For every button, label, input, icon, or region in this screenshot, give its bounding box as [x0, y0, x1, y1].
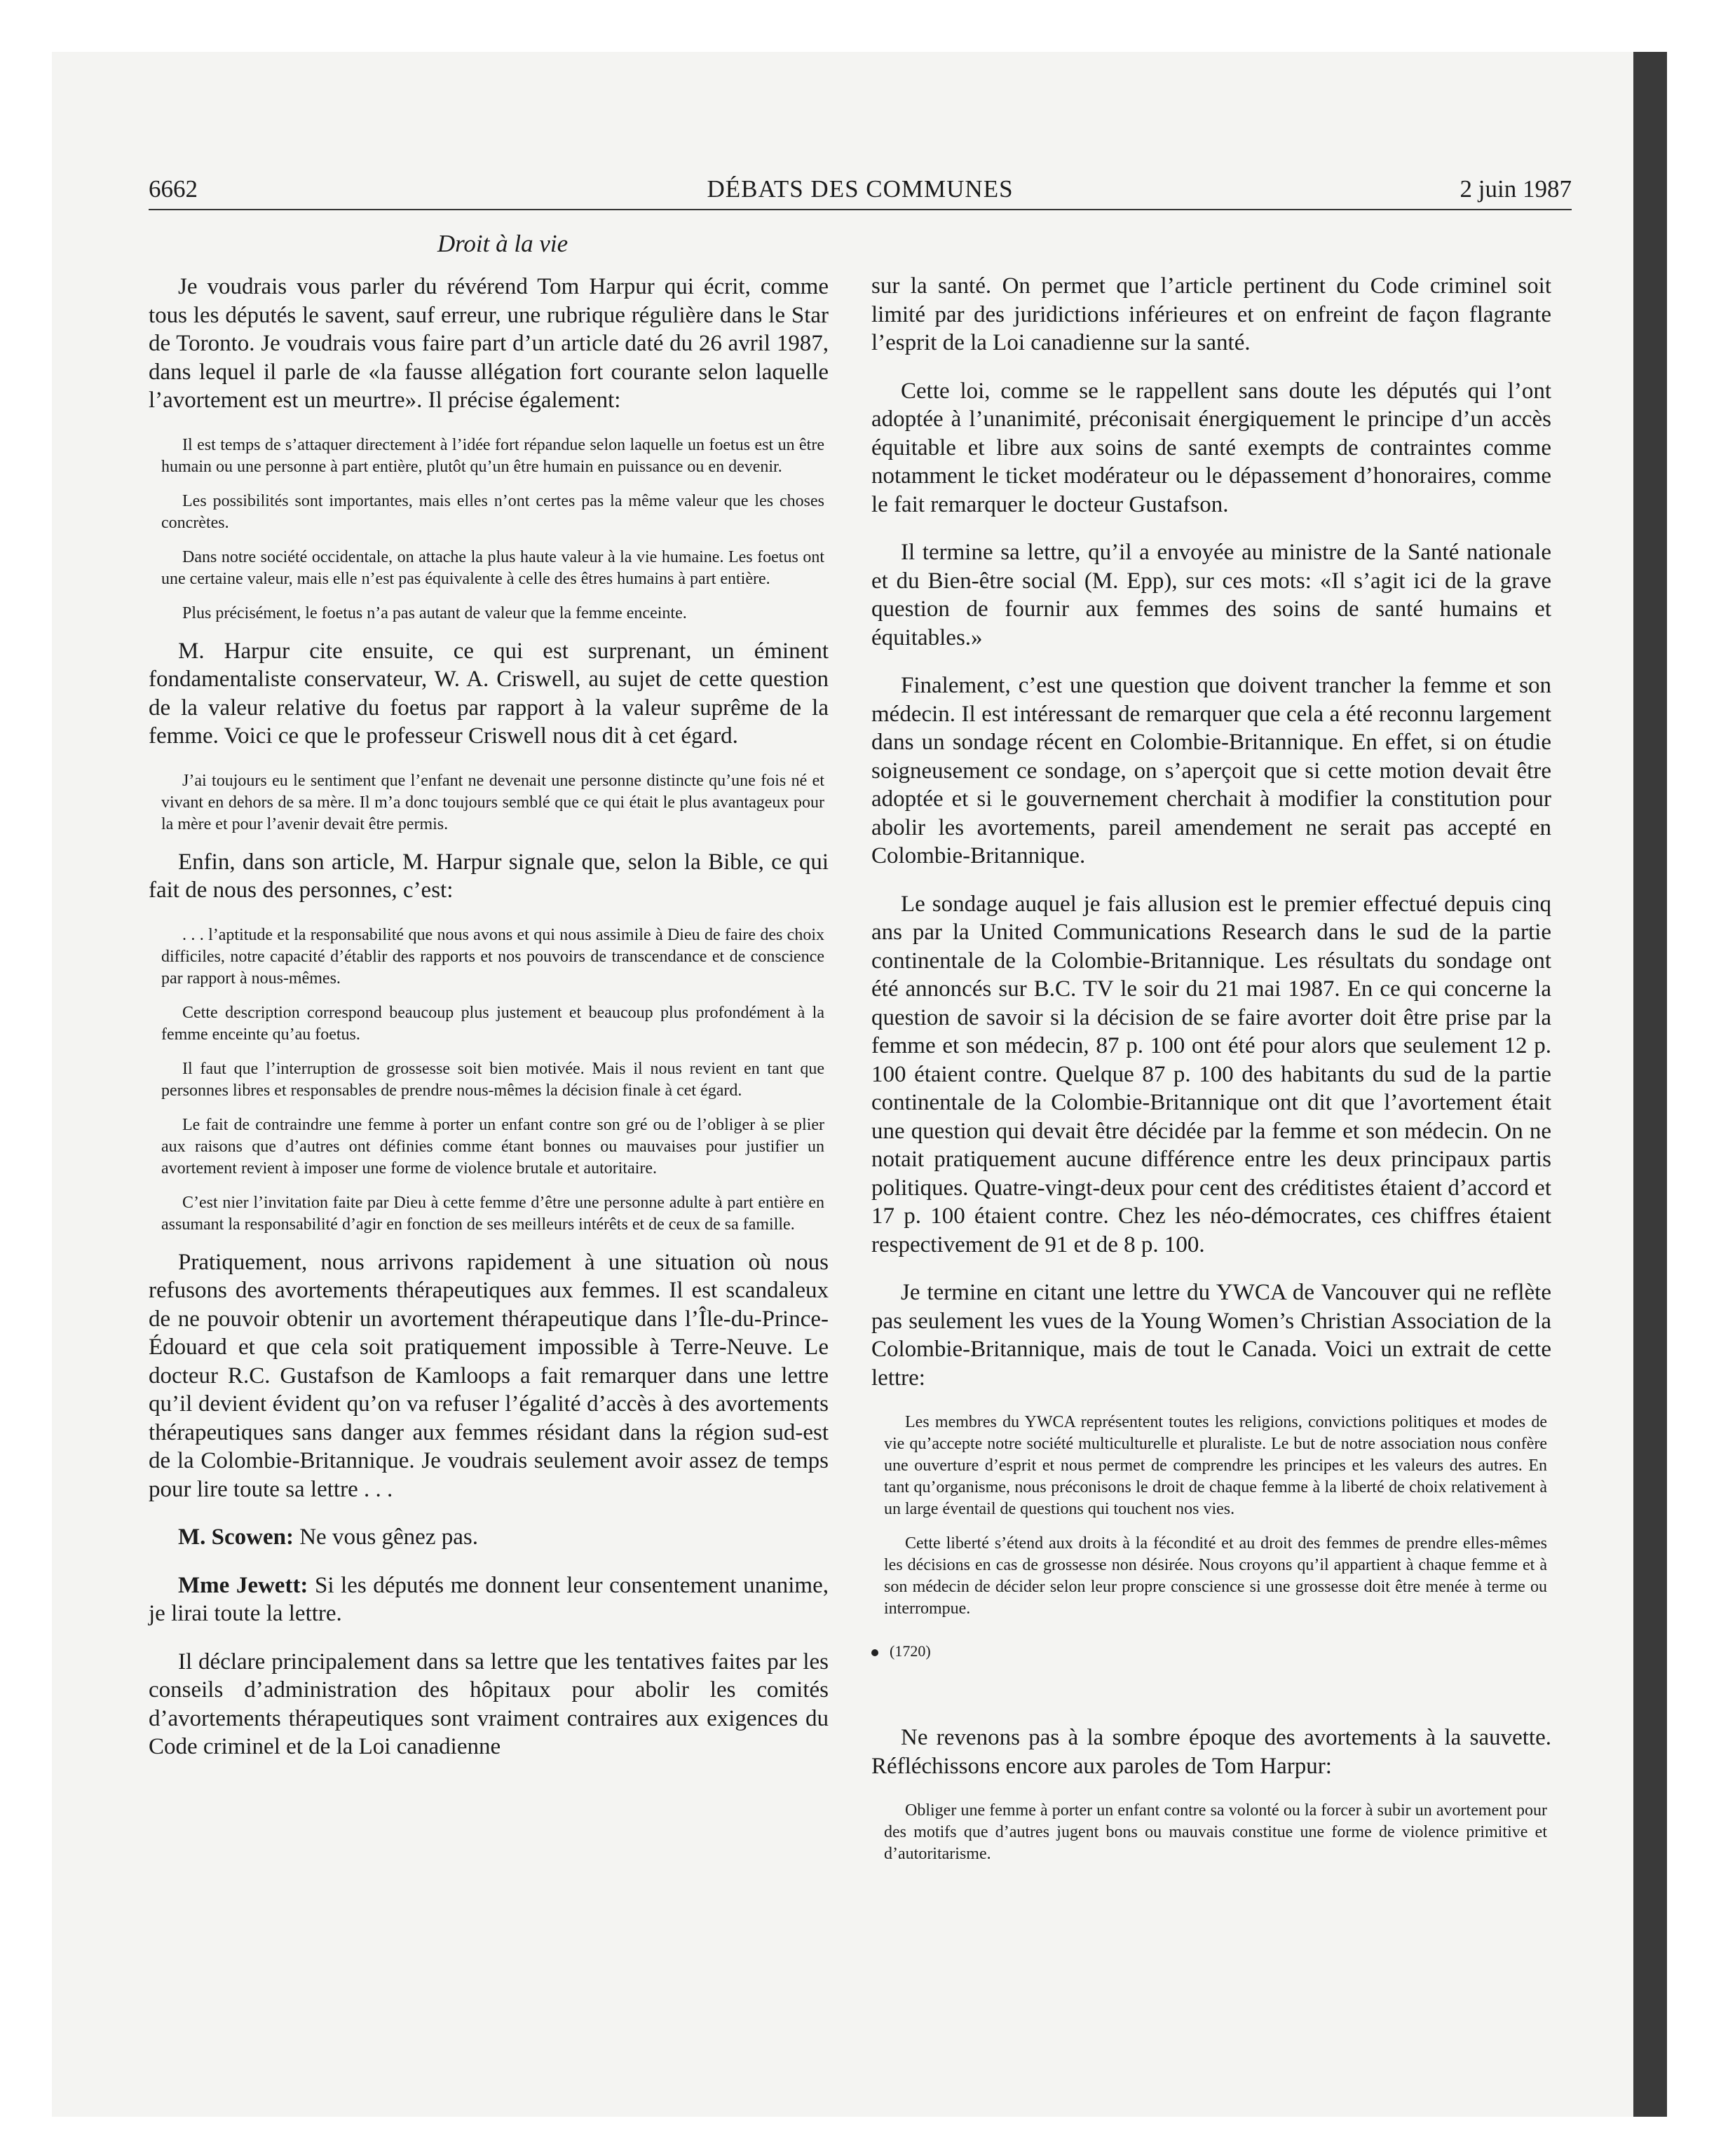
quoted-paragraph: J’ai toujours eu le sentiment que l’enfant ne devenait une personne distincte qu’une fois né et vivant en dehors de sa mère. Il m’a donc toujours semblé que ce qui était le plus avantageux pour la mère et pour l’avenir devait être permis.	[161, 771, 824, 833]
quoted-paragraph: Dans notre société occidentale, on attache la plus haute valeur à la vie humaine. Les foetus ont une certaine valeur, mais elle n’est pas équivalente à celle des êtres humains à part entière.	[161, 547, 824, 588]
page-number: 6662	[149, 175, 198, 203]
speech-text: Ne vous gênez pas.	[299, 1524, 478, 1550]
quoted-paragraph: Les possibilités sont importantes, mais elles n’ont certes pas la même valeur que les choses concrètes.	[161, 491, 824, 532]
body-paragraph: M. Harpur cite ensuite, ce qui est surprenant, un éminent fondamentaliste conservateur, W. A. Criswell, au sujet de cette question de la valeur relative du foetus par rapport à la valeur suprême de la femme. Voici ce que le professeur Criswell nous dit à cet égard.	[149, 638, 829, 749]
quoted-paragraph: Il faut que l’interruption de grossesse soit bien motivée. Mais il nous revient en tant que personnes libres et responsables de prendre nous-mêmes la décision finale à cet égard.	[161, 1059, 824, 1100]
body-paragraph: Finalement, c’est une question que doivent trancher la femme et son médecin. Il est intéressant de remarquer que cela a été reconnu largement dans un sondage récent en Colombie-Britannique. En effet, si on étudie soigneusement ce sondage, on s’aperçoit que si cette motion devait être adoptée et si le gouvernement cherchait à modifier la constitution pour abolir les avortements, pareil amendement ne serait pas accepté en Colombie-Britannique.	[871, 673, 1551, 868]
speech-text: Si les députés me donnent leur consentement unanime, je lirai toute la lettre.	[149, 1572, 829, 1626]
body-paragraph: Il déclare principalement dans sa lettre que les tentatives faites par les conseils d’administration des hôpitaux pour abolir les comités d’avortements thérapeutiques sont vraiment contraires aux exigences du Code criminel et de la Loi canadienne	[149, 1649, 829, 1759]
speaker-paragraph	[149, 1571, 829, 1628]
quoted-paragraph: Il est temps de s’attaquer directement à l’idée fort répandue selon laquelle un foetus est un être humain ou une personne à part entière, plutôt qu’un être humain en puissance ou en devenir.	[161, 435, 824, 476]
quoted-paragraph: Obliger une femme à porter un enfant contre sa volonté ou la forcer à subir un avortement pour des motifs que d’autres jugent bons ou mauvais constitue une forme de violence primitive et d’autoritarisme.	[884, 1801, 1547, 1863]
quoted-paragraph: . . . l’aptitude et la responsabilité que nous avons et qui nous assimile à Dieu de faire des choix difficiles, notre capacité d’établir des rapports et nos pouvoirs de transcendance et de conscience par rapport à nous-mêmes.	[161, 925, 824, 988]
quoted-paragraph: Cette description correspond beaucoup plus justement et beaucoup plus profondément à la femme enceinte qu’au foetus.	[161, 1003, 824, 1044]
header-rule	[149, 209, 1572, 210]
body-paragraph: Le sondage auquel je fais allusion est le premier effectué depuis cinq ans par la United Communications Research dans le sud de la partie continentale de la Colombie-Britannique. Les résultats du sondage ont été annoncés sur B.C. TV le soir du 21 mai 1987. En ce qui concerne la question de savoir si la décision de se faire avorter doit être prise par la femme et son médecin, 87 p. 100 ont été pour alors que seulement 12 p. 100 étaient contre. Quelque 87 p. 100 des habitants du sud de la partie continentale de la Colombie-Britannique ont dit que l’avortement était une question qui devait être décidée par la femme et son médecin. On ne notait pratiquement aucune différence entre les deux principaux partis politiques. Quatre-vingt-deux pour cent des créditistes étaient d’accord et 17 p. 100 étaient contre. Chez les néo-démocrates, ces chiffres étaient respectivement de 91 et de 8 p. 100.	[871, 891, 1551, 1257]
body-paragraph: Il termine sa lettre, qu’il a envoyée au ministre de la Santé nationale et du Bien-être social (M. Epp), sur ces mots: «Il s’agit ici de la grave question de fournir aux femmes des soins de santé humains et équitables.»	[871, 540, 1551, 650]
quoted-paragraph: Cette liberté s’étend aux droits à la fécondité et au droit des femmes de prendre elles-mêmes les décisions en cas de grossesse non désirée. Nous croyons qu’il appartient à chaque femme et à son médecin de décider selon leur propre conscience si une grossesse doit être menée à terme ou interrompue.	[884, 1534, 1547, 1618]
body-paragraph: Je termine en citant une lettre du YWCA de Vancouver qui ne reflète pas seulement les vues de la Young Women’s Christian Association de la Colombie-Britannique, mais de tout le Canada. Voici un extrait de cette lettre:	[871, 1280, 1551, 1391]
right-column	[871, 272, 1551, 1878]
speaker-name: M. Scowen:	[178, 1524, 294, 1550]
scan-edge-shadow	[1633, 52, 1667, 2117]
publication-date: 2 juin 1987	[1460, 175, 1572, 203]
left-column	[149, 228, 829, 1781]
quoted-paragraph: C’est nier l’invitation faite par Dieu à cette femme d’être une personne adulte à part entière en assumant la responsabilité d’agir en fonction de ses meilleurs intérêts et de ceux de sa famille.	[161, 1193, 824, 1234]
timestamp: (1720)	[890, 1642, 931, 1660]
timestamp-marker	[871, 1642, 1551, 1660]
bullet-icon	[871, 1649, 878, 1656]
body-paragraph: Je voudrais vous parler du révérend Tom Harpur qui écrit, comme tous les députés le savent, sauf erreur, une rubrique régulière dans le Star de Toronto. Je voudrais vous faire part d’un article daté du 26 avril 1987, dans lequel il parle de «la fausse allégation fort courante selon laquelle l’avortement est un meurtre». Il précise également:	[149, 274, 829, 413]
right-column-top	[871, 272, 1551, 1620]
publication-title: DÉBATS DES COMMUNES	[707, 175, 1014, 203]
right-column-bottom	[871, 1724, 1551, 1865]
section-heading: Droit à la vie	[437, 230, 569, 257]
continued-paragraph: sur la santé. On permet que l’article pertinent du Code criminel soit limité par des juridictions inférieures et on enfreint de façon flagrante l’esprit de la Loi canadienne sur la santé.	[871, 273, 1551, 355]
body-paragraph: Pratiquement, nous arrivons rapidement à une situation où nous refusons des avortements thérapeutiques aux femmes. Il est scandaleux de ne pouvoir obtenir un avortement thérapeutique dans l’Île-du-Prince-Édouard et que cela soit pratiquement impossible à Terre-Neuve. Le docteur R.C. Gustafson de Kamloops a fait remarquer dans une lettre qu’il devient évident qu’on va refuser l’égalité d’accès à des avortements thérapeutiques sans danger aux femmes résidant dans la région sud-est de la Colombie-Britannique. Je voudrais seulement avoir assez de temps pour lire toute sa lettre . . .	[149, 1249, 829, 1502]
quoted-paragraph: Les membres du YWCA représentent toutes les religions, convictions politiques et modes de vie qu’accepte notre société multiculturelle et pluraliste. Le but de notre association nous confère une ouverture d’esprit et nous permet de comprendre les principes et les valeurs des autres. En tant qu’organisme, nous préconisons le droit de chaque femme à la liberté de choix relativement à un large éventail de questions qui touchent nos vies.	[884, 1413, 1547, 1518]
speaker-paragraph	[149, 1523, 829, 1552]
body-paragraph: Cette loi, comme se le rappellent sans doute les députés qui l’ont adoptée à l’unanimité, préconisait énergiquement le principe d’un accès équitable et libre aux soins de santé exempts de contraintes comme notamment le ticket modérateur ou le dépassement d’honoraires, comme le fait remarquer le docteur Gustafson.	[871, 378, 1551, 517]
body-paragraph: Ne revenons pas à la sombre époque des avortements à la sauvette. Réfléchissons encore aux paroles de Tom Harpur:	[871, 1725, 1551, 1779]
body-paragraph: Enfin, dans son article, M. Harpur signale que, selon la Bible, ce qui fait de nous des personnes, c’est:	[149, 849, 829, 903]
speaker-name: Mme Jewett:	[178, 1572, 308, 1598]
quoted-paragraph: Plus précisément, le foetus n’a pas autant de valeur que la femme enceinte.	[182, 603, 687, 622]
quoted-paragraph: Le fait de contraindre une femme à porter un enfant contre son gré ou de l’obliger à se plier aux raisons que d’autres ont définies comme étant bonnes ou mauvaises pour justifier un avortement revient à imposer une forme de violence brutale et autoritaire.	[161, 1115, 824, 1178]
